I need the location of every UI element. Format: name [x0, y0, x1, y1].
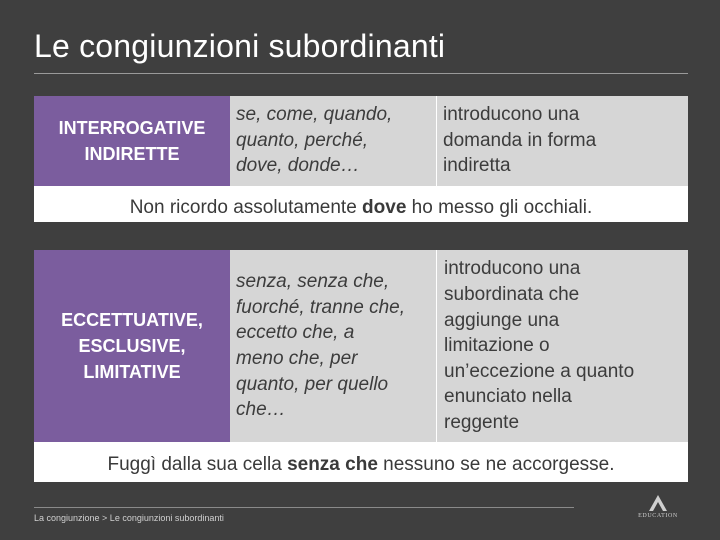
publisher-logo	[632, 494, 684, 519]
example-text: nessuno se ne accorgesse.	[377, 454, 615, 475]
example-text: ho messo gli occhiali.	[406, 197, 593, 218]
footer-breadcrumb: La congiunzione > Le congiunzioni subordinanti	[34, 513, 224, 523]
title-divider	[34, 73, 688, 74]
block-interrogative	[34, 96, 688, 222]
description: introducono una domanda in forma indiretta	[436, 96, 688, 186]
footer-divider	[34, 507, 574, 508]
example-sentence	[34, 442, 688, 482]
logo-text: EDUCATION	[638, 513, 678, 519]
conjunction-list: senza, senza che, fuorché, tranne che, eccetto che, a meno che, per quanto, per quello che…	[230, 250, 436, 442]
logo-icon	[647, 494, 669, 512]
category-label: ECCETTUATIVE, ESCLUSIVE, LIMITATIVE	[34, 250, 230, 442]
category-label: INTERROGATIVE INDIRETTE	[34, 96, 230, 186]
block-row	[34, 250, 688, 442]
example-sentence	[34, 186, 688, 222]
block-eccettuative	[34, 250, 688, 482]
conjunction-list: se, come, quando, quanto, perché, dove, donde…	[230, 96, 436, 186]
example-text: Fuggì dalla sua cella	[107, 454, 288, 475]
block-row	[34, 96, 688, 186]
description: introducono una subordinata che aggiunge una limitazione o un’eccezione a quanto enunciato nella reggente	[436, 250, 688, 442]
example-highlight: senza che	[287, 454, 378, 475]
example-text: Non ricordo assolutamente	[129, 197, 363, 218]
example-highlight: dove	[362, 197, 407, 218]
page-title: Le congiunzioni subordinanti	[34, 28, 446, 64]
